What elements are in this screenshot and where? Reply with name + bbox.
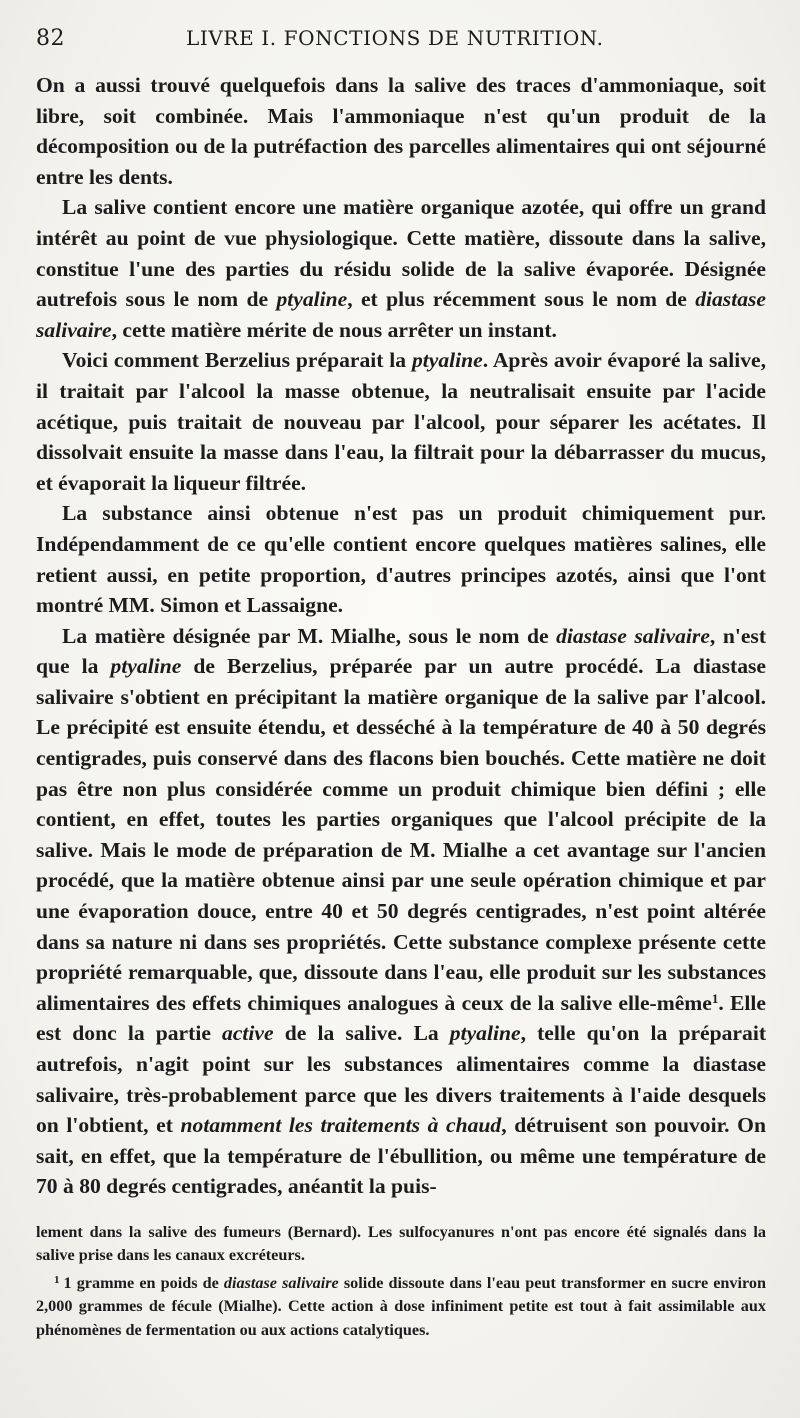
paragraph-2 — [36, 192, 766, 345]
paragraph-3 — [36, 345, 766, 498]
paragraph-5-text-f: , telle qu'on la préparait autrefois, n'agit point sur les substances alimentaires comme la diastase salivaire, très-probablement parce que les divers traitements à l'aide desquels on l'obtient, et — [36, 1021, 767, 1138]
main-text — [36, 70, 766, 1202]
footnote-1-marker: 1 — [54, 1273, 60, 1286]
term-diastase-salivaire: diastase salivaire — [36, 287, 766, 342]
running-title: LIVRE I. FONCTIONS DE NUTRITION. — [186, 26, 604, 50]
paragraph-1 — [36, 70, 766, 192]
running-head — [36, 26, 766, 70]
paragraph-5-text-d: . Elle est donc la partie — [36, 990, 766, 1046]
footnote-continuation — [36, 1221, 766, 1268]
page-number: 82 — [36, 26, 65, 51]
paragraph-4 — [36, 498, 766, 620]
paragraph-3-text-a: Voici comment Berzelius préparait la — [62, 348, 412, 373]
paragraph-5-text-c: de Berzelius, préparée par un autre procédé. La diastase salivaire s'obtient en précipitant la matière organique de la salive par l'alcool. Le précipité est ensuite étendu, et desséché à la température de 40 à 50 degrés centigrades, puis conservé dans des flacons bien bouchés. Cette matière ne doit pas être non plus considérée comme un produit chimique bien défini ; elle contient, en effet, toutes les parties organiques que l'alcool précipite de la salive. Mais le mode de préparation de M. Mialhe a cet avantage sur l'ancien procédé, que la matière obtenue ainsi par une seule opération chimique et par une évaporation douce, entre 40 et 50 degrés centigrades, n'est point altérée dans sa nature ni dans ses propriétés. Cette substance complexe présente cette propriété remarquable, que, dissoute dans l'eau, elle produit sur les substances alimentaires des effets chimiques analogues à ceux de la salive elle-même — [36, 654, 766, 1015]
paragraph-5-text-e: de la salive. La — [273, 1021, 450, 1046]
paragraph-5 — [36, 621, 766, 1202]
term-ptyaline: ptyaline — [449, 1021, 521, 1046]
footnote-1 — [36, 1272, 766, 1343]
paragraph-2-text-b: , et plus récemment sous le nom de — [347, 287, 696, 312]
paragraph-5-text-b: , n'est que la — [36, 623, 767, 679]
footnote-1-text-b: solide dissoute dans l'eau peut transformer en sucre environ 2,000 grammes de fécule (Mialhe). Cette action à dose infiniment petite est tout à fait assimilable aux phénomènes de fermentation ou aux actions catalytiques. — [36, 1273, 766, 1339]
term-diastase-salivaire: diastase salivaire — [556, 623, 710, 648]
paragraph-5-text-g: , détruisent son pouvoir. On sait, en effet, que la température de l'ébullition, ou même une température de 70 à 80 degrés centigrades, anéantit la puis- — [36, 1113, 766, 1199]
footnote-continuation-text: lement dans la salive des fumeurs (Bernard). Les sulfocyanures n'ont pas encore été signalés dans la salive prise dans les canaux excréteurs. — [36, 1222, 766, 1265]
term-diastase-salivaire: diastase salivaire — [223, 1273, 339, 1292]
footnote-1-text-a: 1 gramme en poids de — [63, 1273, 224, 1292]
term-ptyaline: ptyaline — [110, 654, 182, 679]
paragraph-2-text-a: La salive contient encore une matière organique azotée, qui offre un grand intérêt au point de vue physiologique. Cette matière, dissoute dans la salive, constitue l'une des parties du résidu solide de la salive évaporée. Désignée autrefois sous le nom de — [36, 195, 766, 312]
footnote-reference[interactable]: 1 — [711, 990, 719, 1006]
term-traitements-a-chaud: notamment les traitements à chaud — [180, 1113, 502, 1138]
paragraph-2-text-c: , cette matière mérite de nous arrêter un instant. — [111, 317, 557, 342]
term-ptyaline: ptyaline — [411, 348, 483, 373]
term-ptyaline: ptyaline — [276, 287, 348, 312]
paragraph-5-text-a: La matière désignée par M. Mialhe, sous le nom de — [62, 623, 557, 648]
term-active: active — [222, 1021, 274, 1046]
footnotes — [36, 1221, 766, 1343]
paragraph-4-text: La substance ainsi obtenue n'est pas un produit chimiquement pur. Indépendamment de ce qu'elle contient encore quelques matières salines, elle retient aussi, en petite proportion, d'autres principes azotés, ainsi que l'ont montré MM. Simon et Lassaigne. — [36, 501, 766, 618]
paragraph-3-text-b: . Après avoir évaporé la salive, il traitait par l'alcool la masse obtenue, la neutralisait ensuite par l'acide acétique, puis traitait de nouveau par l'alcool, pour séparer les acétates. Il dissolvait ensuite la masse dans l'eau, la filtrait pour la débarrasser du mucus, et évaporait la liqueur filtrée. — [36, 348, 766, 495]
paragraph-1-text: On a aussi trouvé quelquefois dans la salive des traces d'ammoniaque, soit libre, soit combinée. Mais l'ammoniaque n'est qu'un produit de la décomposition ou de la putréfaction des parcelles alimentaires qui ont séjourné entre les dents. — [36, 73, 766, 189]
